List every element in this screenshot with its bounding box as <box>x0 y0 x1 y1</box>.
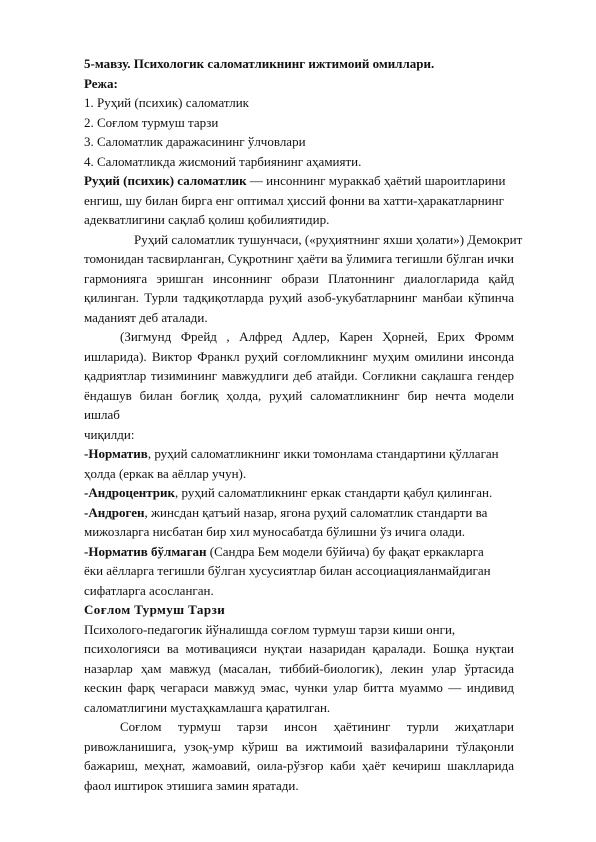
text-line: (Зигмунд Фрейд , Алфред Адлер, Карен Ҳорней, Ерих Фромм <box>120 329 514 344</box>
text-line: саломатлигини мустаҳкамлашга қаратилган. <box>84 699 331 715</box>
text-line: енгиш, шу билан бирга енг оптимал ҳиссий фонни ва хатти-ҳаракатларнинг <box>84 192 504 208</box>
text-line: сифатларга асосланган. <box>84 582 214 598</box>
text-line: қадриятлар тизимининг мавжудлиги деб атайди. Соғликни сақлашга гендер <box>84 368 514 383</box>
term-non-normative: -Норматив бўлмаган <box>84 543 207 559</box>
paragraph-healthy-lifestyle <box>84 620 514 718</box>
plan-item-4: 4. Саломатликда жисмоний тарбиянинг аҳамияти. <box>84 153 362 169</box>
text-line: психологияси ва мотивацияси нуқтаи назаридан қаралади. Бошқа нуқтаи <box>84 641 514 656</box>
text-line: Руҳий саломатлик тушунчаси, («руҳиятнинг яхши ҳолати») Демокрит <box>134 231 523 247</box>
text-line: ёки аёлларга тегишли бўлган хусусиятлар билан ассоциацияланмайдиган <box>84 563 491 578</box>
term-mental-health: Руҳий (психик) саломатлик <box>84 173 247 188</box>
model-non-normative: -Норматив бўлмаган (Сандра Бем модели бўйича) бу фақат еркакларга ёки аёлларга тегишли бўлган хусусиятлар билан ассоциацияланмайдиган сифатларга асосланган. <box>84 542 514 601</box>
model-androgen: -Андроген, жинсдан қатъий назар, ягона руҳий саломатлик стандарти ва мижозларга нисбатан бир хил муносабатда бўлишни ўз ичига олади. <box>84 503 514 542</box>
text-line: фаол иштирок этишига замин яратади. <box>84 777 299 793</box>
text-line: чиқилди: <box>84 426 135 442</box>
text-line: ҳолда (еркак ва аёллар учун). <box>84 465 247 481</box>
model-androcentric: -Андроцентрик, руҳий саломатликнинг еркак стандарти қабул қилинган. <box>84 485 493 500</box>
paragraph-lifestyle-benefits <box>84 717 514 795</box>
text-line: кескин фарқ чегараси мавжуд эмас, чунки улар битта муаммо — индивид <box>84 680 514 695</box>
text-line: мижозларга нисбатан бир хил муносабатда бўлишни ўз ичига олади. <box>84 524 466 539</box>
section-heading: Соғлом Турмуш Тарзи <box>84 602 226 617</box>
text-line: Соғлом турмуш тарзи инсон ҳаётининг турли жиҳатлари <box>120 719 514 734</box>
text-line: ривожланишига, узоқ-умр кўриш ва ижтимоий вазифаларини тўлақонли <box>84 738 514 754</box>
text-line: ёндашув билан боғлиқ ҳолда, руҳий саломатликнинг бир нечта модели ишлаб <box>84 387 514 422</box>
term-androgen: -Андроген <box>84 504 145 520</box>
text-line: Психолого-педагогик йўналишда соғлом турмуш тарзи киши онги, <box>84 621 456 637</box>
paragraph-history <box>84 230 523 328</box>
plan-item-3: 3. Саломатлик даражасининг ўлчовлари <box>84 134 306 149</box>
text-line: адекватлигини сақлаб қолиш қобилиятидир. <box>84 212 330 227</box>
definition-text: — инсоннинг мураккаб ҳаётий шароитларини <box>246 173 506 188</box>
text-line: бажариш, меҳнат, жамоавий, оила-рўзғор каби ҳаёт кечириш шаклларида <box>84 758 514 773</box>
plan-item-2: 2. Соғлом турмуш тарзи <box>84 114 219 130</box>
text-line: маданият деб аталади. <box>84 309 208 325</box>
term-androcentric: -Андроцентрик <box>84 485 176 500</box>
text-line: қилинган. Турли тадқиқотларда руҳий азоб-укубатларнинг манбаи кўпинча <box>84 290 514 305</box>
plan-label: Режа: <box>84 75 118 91</box>
document-page <box>84 54 523 795</box>
text-line: томонидан тасвирланган, Суқротнинг ҳаёти ва ўлимига тегишли бўлган ички <box>84 251 514 266</box>
paragraph-models <box>84 327 514 444</box>
document-title: 5-мавзу. Психологик саломатликнинг ижтимоий омиллари. <box>84 56 435 71</box>
plan-item-1: 1. Руҳий (психик) саломатлик <box>84 95 250 110</box>
text-line: гармонияга эришган инсоннинг образи Платоннинг диалогларида қайд <box>84 270 514 286</box>
text-line: ишларида). Виктор Франкл руҳий соғломликнинг муҳим омилини инсонда <box>84 348 514 364</box>
text-line: назарлар ҳам мавжуд (масалан, тиббий-биологик), лекин улар ўртасида <box>84 660 514 676</box>
term-normativ: -Норматив <box>84 446 148 461</box>
paragraph-mental-health-definition <box>84 171 514 230</box>
model-normative: -Норматив, руҳий саломатликнинг икки томонлама стандартини қўллаган ҳолда (еркак ва аёллар учун). <box>84 444 514 483</box>
